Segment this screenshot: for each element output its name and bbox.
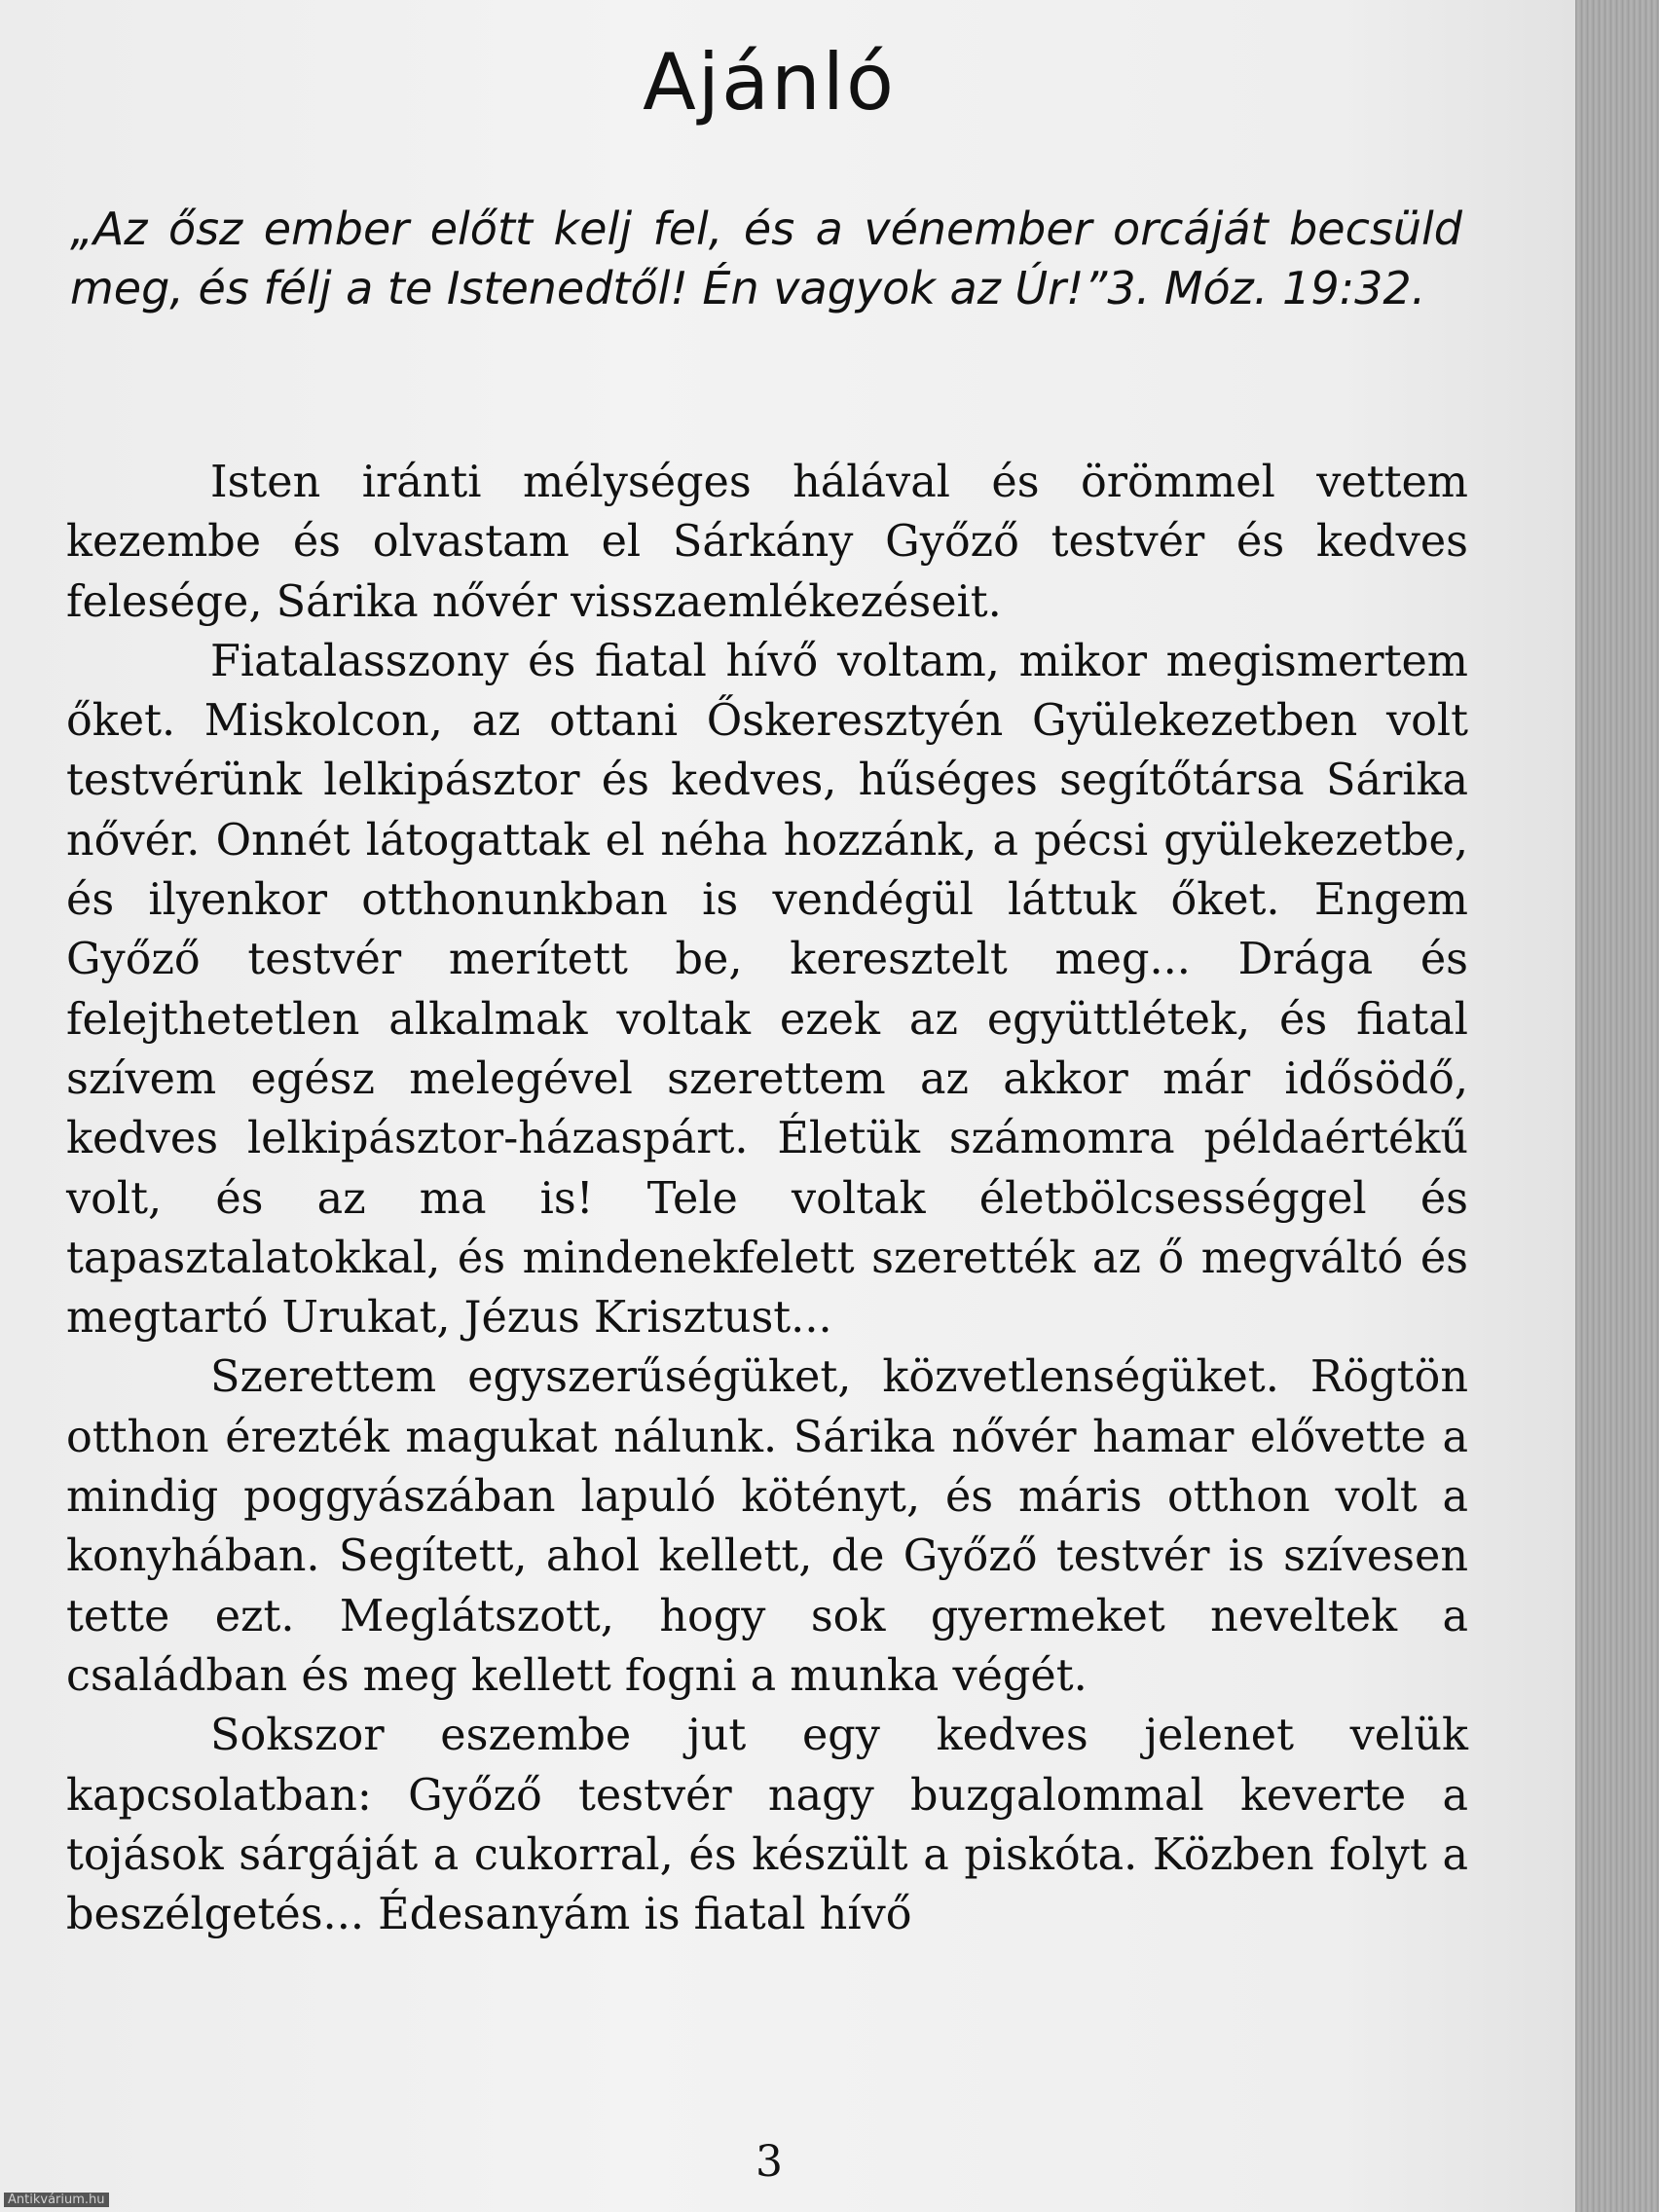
body-text xyxy=(66,453,1468,1944)
watermark: Antikvárium.hu xyxy=(4,2193,109,2207)
page-number: 3 xyxy=(756,2137,783,2187)
paragraph: Fiatalasszony és fiatal hívő voltam, mikor megismertem őket. Miskolcon, az ottani Őskeresztyén Gyülekezetben volt testvérünk lelkipásztor és kedves, hűséges segítőtársa Sárika nővér. Onnét látogattak el néha hozzánk, a pécsi gyülekezetbe, és ilyenkor otthonunkban is vendégül láttuk őket. Engem Győző testvér merített be, keresztelt meg... Drága és felejthetetlen alkalmak voltak ezek az együttlétek, és fiatal szívem egész melegével szerettem az akkor már idősödő, kedves lelkipásztor-házaspárt. Életük számomra példaértékű volt, és az ma is! Tele voltak életbölcsességgel és tapasztalatokkal, és mindenekfelett szerették az ő megváltó és megtartó Urukat, Jézus Krisztust... xyxy=(66,636,1468,1344)
page-stack-edge xyxy=(1575,0,1659,2212)
page-heading: Ajánló xyxy=(643,37,896,128)
paragraph: Sokszor eszembe jut egy kedves jelenet velük kapcsolatban: Győző testvér nagy buzgalommal keverte a tojások sárgáját a cukorral, és készült a piskóta. Közben folyt a beszélgetés... Édesanyám is fiatal hívő xyxy=(66,1711,1468,1940)
paragraph: Isten iránti mélységes hálával és örömmel vettem kezembe és olvastam el Sárkány Győző testvér és kedves felesége, Sárika nővér visszaemlékezéseit. xyxy=(66,458,1468,627)
paragraph: Szerettem egyszerűségüket, közvetlenségüket. Rögtön otthon érezték magukat nálunk. Sárika nővér hamar elővette a mindig poggyászában lapuló kötényt, és máris otthon volt a konyhában. Segített, ahol kellett, de Győző testvér is szívesen tette ezt. Meglátszott, hogy sok gyermeket neveltek a családban és meg kellett fogni a munka végét. xyxy=(66,1352,1468,1701)
bible-quote: „Az ősz ember előtt kelj fel, és a vénember orcáját becsüld meg, és félj a te Istenedtől! Én vagyok az Úr!”3. Móz. 19:32. xyxy=(70,203,1462,314)
